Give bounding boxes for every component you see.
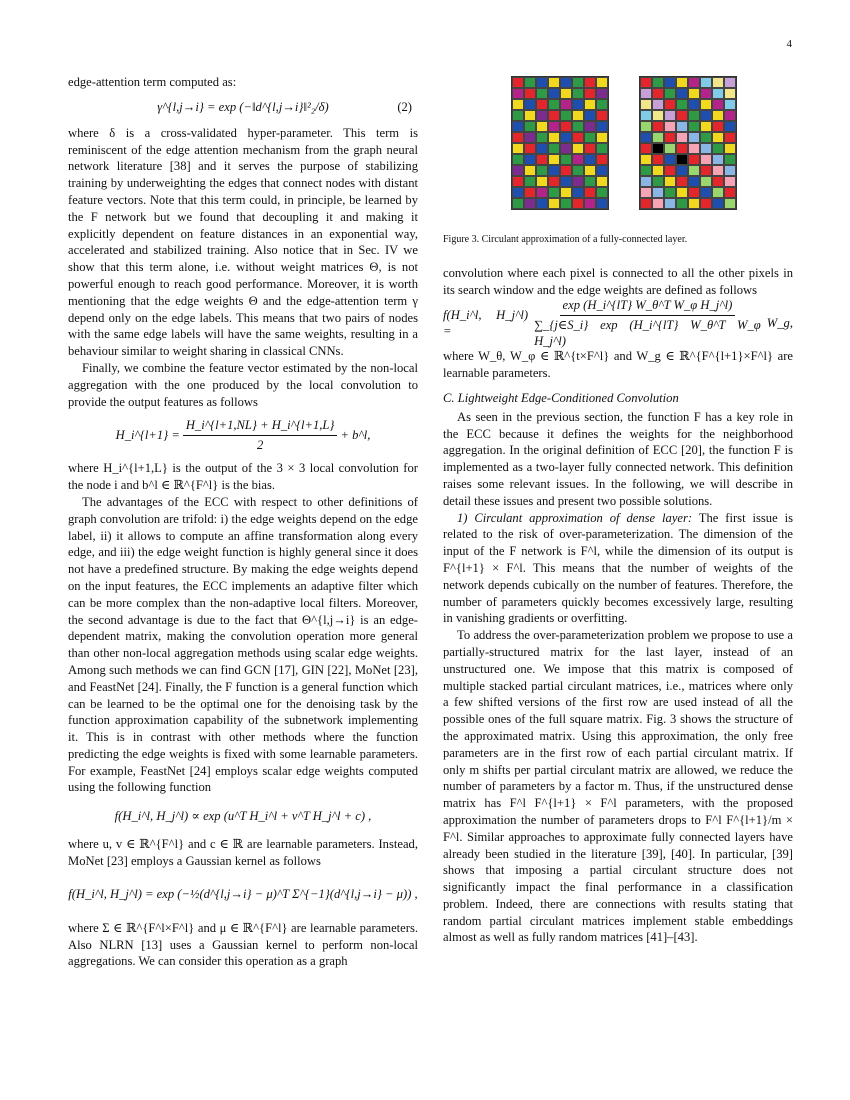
matrix-cell	[712, 165, 724, 176]
matrix-cell	[524, 165, 536, 176]
matrix-cell	[712, 154, 724, 165]
matrix-cell	[640, 88, 652, 99]
matrix-cell	[724, 77, 736, 88]
matrix-cell	[560, 154, 572, 165]
matrix-cell	[596, 154, 608, 165]
matrix-cell	[676, 143, 688, 154]
matrix-cell	[536, 154, 548, 165]
matrix-cell	[548, 198, 560, 209]
matrix-cell	[524, 198, 536, 209]
matrix-cell	[676, 121, 688, 132]
matrix-cell	[724, 132, 736, 143]
matrix-cell	[536, 121, 548, 132]
matrix-cell	[676, 154, 688, 165]
subsection-1-title: 1) Circulant approximation of dense layer:	[457, 510, 693, 525]
matrix-cell	[596, 77, 608, 88]
matrix-cell	[640, 198, 652, 209]
matrix-cell	[652, 121, 664, 132]
matrix-cell	[536, 110, 548, 121]
matrix-cell	[560, 88, 572, 99]
eq-h-lhs: H_i^{l+1} =	[115, 427, 180, 442]
matrix-cell	[700, 121, 712, 132]
matrix-cell	[596, 187, 608, 198]
matrix-cell	[640, 110, 652, 121]
matrix-cell	[664, 176, 676, 187]
matrix-cell	[572, 143, 584, 154]
matrix-cell	[536, 88, 548, 99]
matrix-cell	[596, 99, 608, 110]
circulant-matrix-grid	[639, 76, 737, 210]
eq-nlrn-rhs: W_g,	[766, 315, 793, 330]
eq-feastnet-body: f(H_i^l, H_j^l) ∝ exp (u^T H_i^l + v^T H_j^l + c) ,	[114, 808, 372, 823]
matrix-cell	[700, 110, 712, 121]
equation-feastnet	[68, 796, 418, 836]
matrix-cell	[524, 143, 536, 154]
paragraph-finally: Finally, we combine the feature vector estimated by the non-local aggregation with the one produced by the local convolution to provide the output features as follows	[68, 360, 418, 409]
matrix-cell	[524, 77, 536, 88]
matrix-cell	[640, 77, 652, 88]
matrix-cell	[572, 187, 584, 198]
matrix-cell	[688, 77, 700, 88]
paragraph-wtheta: where W_θ, W_φ ∈ ℝ^{t×F^l} and W_g ∈ ℝ^{F^{l+1}×F^l} are learnable parameters.	[443, 349, 793, 381]
matrix-cell	[712, 187, 724, 198]
matrix-cell	[560, 110, 572, 121]
matrix-cell	[652, 154, 664, 165]
matrix-cell	[560, 176, 572, 187]
matrix-cell	[584, 165, 596, 176]
matrix-cell	[596, 121, 608, 132]
matrix-cell	[664, 88, 676, 99]
matrix-cell	[676, 187, 688, 198]
paragraph-advantages: The advantages of the ECC with respect to other definitions of graph convolution are trifold: i) the edge weights depend on the edge label, ii) it allows to compute an affine transformation along every edge, and iii) the edge weight function is highly general since it does not have a predefined structure. By making the edge weights depend on the input features, the ECC implements an adaptive filter which can be more complex than the non-adaptive local filters. Moreover, the second advantage is due to the fact that Θ^{l,j→i} is an edge-dependent matrix, making the convolution operation more general than other non-local aggregation methods using scalar edge weights. Among such methods we can find GCN [17], GIN [22], MoNet [23], and FeastNet [24]. Finally, the F function is a general function which can be learned to be the optimal one for the denoising task by the function approximation capability of the subnetwork implementing it. This is in contrast with other methods where the function predicting the edge weights is fixed with some learnable parameters. For example, FeastNet [24] employs scalar edge weights computed using the following function	[68, 494, 418, 795]
matrix-cell	[688, 88, 700, 99]
matrix-cell	[524, 99, 536, 110]
matrix-cell	[640, 143, 652, 154]
matrix-cell	[700, 165, 712, 176]
matrix-cell	[524, 154, 536, 165]
matrix-cell	[676, 110, 688, 121]
matrix-cell	[664, 154, 676, 165]
matrix-cell	[640, 165, 652, 176]
paragraph-convolution: convolution where each pixel is connected to all the other pixels in its search window and the edge weights are defined as follows	[443, 265, 793, 297]
matrix-cell	[664, 143, 676, 154]
matrix-cell	[584, 132, 596, 143]
matrix-cell	[664, 110, 676, 121]
matrix-cell	[652, 99, 664, 110]
matrix-cell	[652, 165, 664, 176]
matrix-cell	[712, 121, 724, 132]
matrix-cell	[524, 88, 536, 99]
figure-3-caption: Figure 3. Circulant approximation of a fully-connected layer.	[443, 234, 688, 245]
matrix-cell	[548, 132, 560, 143]
matrix-cell	[584, 198, 596, 209]
matrix-cell	[584, 110, 596, 121]
matrix-cell	[688, 176, 700, 187]
matrix-cell	[548, 77, 560, 88]
matrix-cell	[512, 88, 524, 99]
matrix-cell	[700, 88, 712, 99]
matrix-cell	[536, 99, 548, 110]
equation-2	[68, 91, 418, 125]
matrix-cell	[584, 99, 596, 110]
matrix-cell	[664, 99, 676, 110]
matrix-cell	[512, 143, 524, 154]
eq-h-denominator: 2	[257, 437, 264, 452]
matrix-cell	[572, 110, 584, 121]
matrix-cell	[712, 77, 724, 88]
figure-3	[443, 74, 793, 224]
matrix-cell	[640, 99, 652, 110]
matrix-cell	[724, 121, 736, 132]
page-number: 4	[786, 38, 792, 50]
matrix-cell	[652, 198, 664, 209]
matrix-cell	[724, 110, 736, 121]
matrix-cell	[652, 110, 664, 121]
matrix-cell	[688, 132, 700, 143]
matrix-cell	[560, 99, 572, 110]
matrix-cell	[512, 154, 524, 165]
matrix-cell	[700, 154, 712, 165]
matrix-cell	[596, 110, 608, 121]
eq-nlrn-denominator: ∑_{j∈S_i} exp (H_i^{lT} W_θ^T W_φ H_j^l)	[534, 317, 761, 349]
dense-matrix-grid	[511, 76, 609, 210]
matrix-cell	[712, 110, 724, 121]
matrix-cell	[652, 132, 664, 143]
matrix-cell	[700, 187, 712, 198]
matrix-cell	[524, 187, 536, 198]
matrix-cell	[676, 198, 688, 209]
matrix-cell	[512, 77, 524, 88]
matrix-cell	[724, 99, 736, 110]
matrix-cell	[700, 176, 712, 187]
matrix-cell	[700, 198, 712, 209]
matrix-cell	[724, 88, 736, 99]
matrix-cell	[548, 187, 560, 198]
matrix-cell	[676, 77, 688, 88]
matrix-cell	[652, 88, 664, 99]
matrix-cell	[512, 110, 524, 121]
equation-2-number: (2)	[397, 100, 412, 115]
matrix-cell	[676, 165, 688, 176]
matrix-cell	[700, 132, 712, 143]
matrix-cell	[572, 154, 584, 165]
eq-nlrn-fraction	[531, 297, 764, 350]
matrix-cell	[700, 77, 712, 88]
matrix-cell	[688, 110, 700, 121]
eq-h-fraction	[183, 417, 338, 454]
section-c-heading: C. Lightweight Edge-Conditioned Convolution	[443, 390, 679, 405]
equation-output-features	[68, 410, 418, 460]
matrix-cell	[596, 165, 608, 176]
matrix-cell	[560, 198, 572, 209]
matrix-cell	[596, 132, 608, 143]
matrix-cell	[724, 187, 736, 198]
matrix-cell	[548, 110, 560, 121]
matrix-cell	[676, 176, 688, 187]
matrix-cell	[640, 121, 652, 132]
matrix-cell	[652, 143, 664, 154]
matrix-cell	[724, 198, 736, 209]
matrix-cell	[572, 77, 584, 88]
matrix-cell	[712, 88, 724, 99]
equation-nlrn	[443, 298, 793, 348]
matrix-cell	[524, 110, 536, 121]
matrix-cell	[688, 154, 700, 165]
matrix-cell	[688, 198, 700, 209]
matrix-cell	[584, 143, 596, 154]
matrix-cell	[524, 121, 536, 132]
matrix-cell	[572, 121, 584, 132]
matrix-cell	[548, 176, 560, 187]
matrix-cell	[512, 121, 524, 132]
matrix-cell	[596, 143, 608, 154]
matrix-cell	[664, 187, 676, 198]
matrix-cell	[664, 198, 676, 209]
matrix-cell	[584, 121, 596, 132]
matrix-cell	[512, 176, 524, 187]
matrix-cell	[676, 132, 688, 143]
matrix-cell	[584, 176, 596, 187]
matrix-cell	[560, 77, 572, 88]
matrix-cell	[548, 121, 560, 132]
paragraph-where-h: where H_i^{l+1,L} is the output of the 3 × 3 local convolution for the node i and b^l ∈ ℝ^{F^l} is the bias.	[68, 461, 418, 493]
eq-nlrn-numerator: exp (H_i^{lT} W_θ^T W_φ H_j^l)	[560, 297, 736, 316]
matrix-cell	[548, 143, 560, 154]
matrix-cell	[652, 176, 664, 187]
matrix-cell	[596, 198, 608, 209]
matrix-cell	[664, 165, 676, 176]
matrix-cell	[512, 132, 524, 143]
matrix-cell	[536, 77, 548, 88]
matrix-cell	[560, 143, 572, 154]
matrix-cell	[664, 132, 676, 143]
matrix-cell	[536, 165, 548, 176]
matrix-cell	[524, 176, 536, 187]
matrix-cell	[548, 165, 560, 176]
matrix-cell	[712, 143, 724, 154]
matrix-cell	[712, 198, 724, 209]
matrix-cell	[688, 165, 700, 176]
matrix-cell	[524, 132, 536, 143]
matrix-cell	[536, 143, 548, 154]
matrix-cell	[724, 143, 736, 154]
matrix-cell	[536, 198, 548, 209]
matrix-cell	[548, 88, 560, 99]
matrix-cell	[688, 143, 700, 154]
matrix-cell	[652, 77, 664, 88]
matrix-cell	[712, 99, 724, 110]
matrix-cell	[688, 187, 700, 198]
matrix-cell	[560, 187, 572, 198]
matrix-cell	[652, 187, 664, 198]
matrix-cell	[572, 132, 584, 143]
paragraph-address: To address the over-parameterization problem we propose to use a partially-structured matrix for the last layer, instead of an unstructured one. We impose that this matrix is composed of multiple stacked partial circulant matrices, i.e., matrices where only a few shifted versions of the first row are used instead of all the possible ones of the full square matrix. Fig. 3 shows the structure of the approximated matrix. Using this approximation, the only free parameters are in the first row of each partial circulant matrix. If only m shifts per partial circulant matrix are allowed, we reduce the number of parameters by a factor m. Thus, if the unstructured dense matrix has F^l F^{l+1} × F^l parameters, with the proposed approximation the number of parameters drops to F^l F^{l+1}/m × F^l. Similar approaches to approximate fully connected layers have already been studied in the literature [39], [40]. In particular, [39] shows that imposing a partial circulant structure does not significantly impact the final performance in a classification problem. Indeed, there are connections with results stating that random partial circulant matrices implement stable embeddings almost as well as fully random matrices [41]–[43].	[443, 628, 793, 945]
eq-monet-body: f(H_i^l, H_j^l) = exp (−½(d^{l,j→i} − μ)^T Σ^{−1}(d^{l,j→i} − μ)) ,	[68, 887, 418, 902]
matrix-cell	[596, 176, 608, 187]
matrix-cell	[688, 121, 700, 132]
eq-nlrn-lhs: f(H_i^l, H_j^l) =	[443, 307, 529, 339]
eq-h-rhs: + b^l,	[340, 427, 371, 442]
subsection-1-text: The first issue is related to the risk of over-parameterization. The dimension of the input of the F network is F^l, while the dimension of its output is F^{l+1} × F^l. This means that the number of weights of the network depends cubically on the number of features. Therefore, the number of parameters quickly becomes excessively large, resulting in vanishing gradients or overfitting.	[443, 510, 793, 626]
matrix-cell	[640, 187, 652, 198]
matrix-cell	[572, 165, 584, 176]
paragraph-circulant	[443, 510, 793, 628]
matrix-cell	[560, 121, 572, 132]
matrix-cell	[584, 187, 596, 198]
matrix-cell	[536, 176, 548, 187]
matrix-cell	[664, 77, 676, 88]
matrix-cell	[536, 132, 548, 143]
intro-text: edge-attention term computed as:	[68, 75, 237, 89]
matrix-cell	[596, 88, 608, 99]
matrix-cell	[548, 99, 560, 110]
paragraph-seen: As seen in the previous section, the function F has a key role in the ECC because it defines the weights for the neighborhood aggregation. In the original definition of ECC [20], the function F is implemented as a two-layer fully connected network. This definition raises some relevant issues. In the following, we will describe in detail these issues and present two possible solutions.	[443, 409, 793, 508]
matrix-cell	[560, 165, 572, 176]
matrix-cell	[712, 176, 724, 187]
matrix-cell	[688, 99, 700, 110]
matrix-cell	[640, 154, 652, 165]
matrix-cell	[664, 121, 676, 132]
matrix-cell	[512, 198, 524, 209]
paragraph-sigma: where Σ ∈ ℝ^{F^l×F^l} and μ ∈ ℝ^{F^l} are learnable parameters. Also NLRN [13] uses a Gaussian kernel to perform non-local aggregations. We can consider this operation as a graph	[68, 920, 418, 969]
matrix-cell	[572, 176, 584, 187]
matrix-cell	[724, 154, 736, 165]
matrix-cell	[712, 132, 724, 143]
left-column	[68, 74, 418, 970]
matrix-cell	[572, 88, 584, 99]
matrix-cell	[536, 187, 548, 198]
eq-h-numerator: H_i^{l+1,NL} + H_i^{l+1,L}	[183, 417, 338, 436]
matrix-cell	[640, 176, 652, 187]
matrix-cell	[572, 99, 584, 110]
equation-monet	[68, 870, 418, 920]
matrix-cell	[724, 176, 736, 187]
matrix-cell	[676, 99, 688, 110]
matrix-cell	[512, 165, 524, 176]
matrix-cell	[640, 132, 652, 143]
equation-2-body: γ^{l,j→i} = exp (−‖d^{l,j→i}‖²₂/δ)	[157, 100, 329, 115]
matrix-cell	[584, 154, 596, 165]
matrix-cell	[700, 143, 712, 154]
matrix-cell	[724, 165, 736, 176]
paragraph-uv: where u, v ∈ ℝ^{F^l} and c ∈ ℝ are learnable parameters. Instead, MoNet [23] employs a Gaussian kernel as follows	[68, 837, 418, 869]
paragraph-delta: where δ is a cross-validated hyper-parameter. This term is reminiscent of the edge attention mechanism from the graph neural network literature [38] and it serves the purpose of stabilizing training by underweighting the edges that connect nodes with distant feature vectors. Note that this term could, in principle, be learned by the F network but we found that decoupling it and making it explicitly dependent on feature distances in an exponential way, accelerated and stabilized training. Also notice that in Sec. IV we show that this term alone, i.e. without weight matrices Θ, is not powerful enough to reach good performance. Moreover, it is worth mentioning that the edge weights Θ and the edge-attention term γ depend only on the edge labels. This means that two pairs of nodes with the same edge labels will have the same weights, resulting in a behaviour similar to weight sharing in classical CNNs.	[68, 125, 418, 359]
matrix-cell	[512, 99, 524, 110]
matrix-cell	[700, 99, 712, 110]
matrix-cell	[584, 77, 596, 88]
matrix-cell	[512, 187, 524, 198]
matrix-cell	[676, 88, 688, 99]
matrix-cell	[572, 198, 584, 209]
matrix-cell	[560, 132, 572, 143]
matrix-cell	[548, 154, 560, 165]
right-column	[443, 74, 793, 946]
matrix-cell	[584, 88, 596, 99]
